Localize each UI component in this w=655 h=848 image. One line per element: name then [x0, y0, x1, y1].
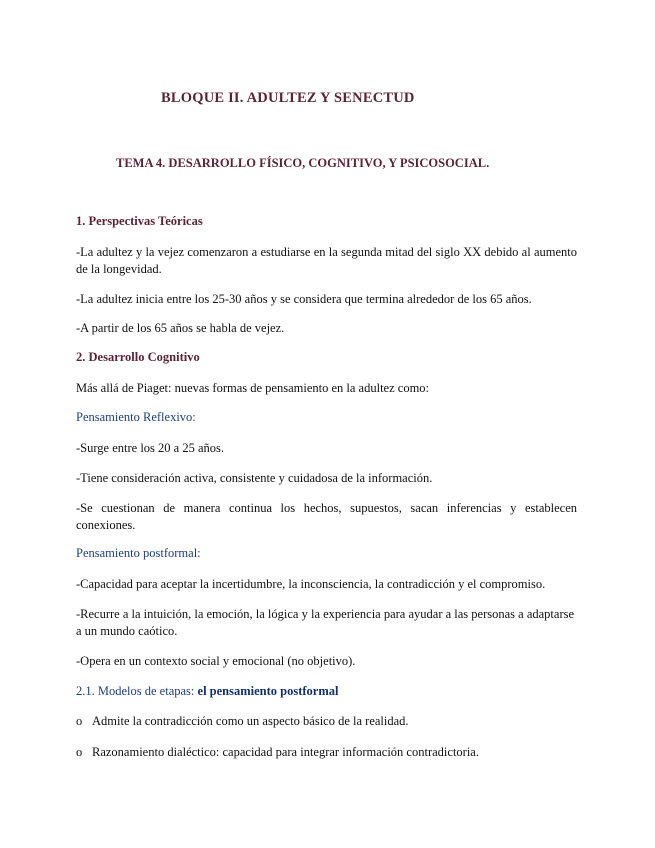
- list-item: [76, 745, 479, 760]
- subheading-label: 2.1. Modelos de etapas:: [76, 684, 195, 698]
- paragraph: -La adultez inicia entre los 25-30 años y se considera que termina alrededor de los 65 años.: [76, 292, 532, 306]
- list-item-text: Razonamiento dialéctico: capacidad para integrar información contradictoria.: [92, 745, 479, 759]
- document-subtitle: TEMA 4. DESARROLLO FÍSICO, COGNITIVO, Y PSICOSOCIAL.: [116, 156, 490, 170]
- paragraph: -Tiene consideración activa, consistente y cuidadosa de la información.: [76, 471, 433, 485]
- subheading-pensamiento-postformal: Pensamiento postformal:: [76, 546, 201, 560]
- document-title: BLOQUE II. ADULTEZ Y SENECTUD: [161, 90, 415, 106]
- paragraph: -Opera en un contexto social y emocional (no objetivo).: [76, 654, 356, 668]
- bullet-marker: o: [76, 714, 83, 728]
- subheading-label-bold: el pensamiento postformal: [197, 684, 339, 698]
- paragraph: -Recurre a la intuición, la emoción, la lógica y la experiencia para ayudar a las personas a adaptarse a un mundo caótico.: [76, 607, 575, 638]
- subheading-pensamiento-reflexivo: Pensamiento Reflexivo:: [76, 410, 196, 424]
- section-heading-desarrollo-cognitivo: 2. Desarrollo Cognitivo: [76, 350, 200, 364]
- bullet-marker: o: [76, 745, 83, 759]
- paragraph: -Se cuestionan de manera continua los hechos, supuestos, sacan inferencias y establecen conexiones.: [76, 501, 577, 532]
- paragraph: -Surge entre los 20 a 25 años.: [76, 441, 225, 455]
- paragraph: -A partir de los 65 años se habla de vejez.: [76, 321, 285, 335]
- section-heading-perspectivas: 1. Perspectivas Teóricas: [76, 214, 203, 228]
- paragraph: Más allá de Piaget: nuevas formas de pensamiento en la adultez como:: [76, 381, 430, 395]
- paragraph: -La adultez y la vejez comenzaron a estudiarse en la segunda mitad del siglo XX debido al aumento de la longevidad.: [76, 245, 577, 276]
- list-item-text: Admite la contradicción como un aspecto básico de la realidad.: [92, 714, 409, 728]
- subheading-modelos-de-etapas: [76, 684, 338, 699]
- paragraph: -Capacidad para aceptar la incertidumbre, la inconsciencia, la contradicción y el compromiso.: [76, 577, 546, 591]
- list-item: [76, 714, 409, 729]
